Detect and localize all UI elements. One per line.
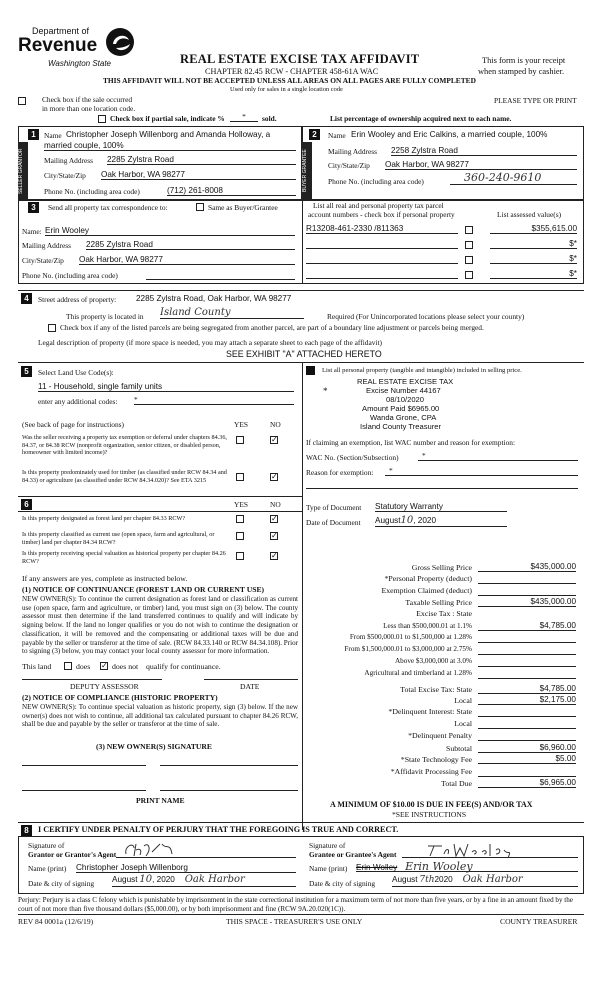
s1-city-label: City/State/Zip bbox=[44, 171, 86, 180]
seller-name-value-2[interactable]: married couple, 100% bbox=[44, 141, 296, 151]
document-date-month: August bbox=[375, 516, 401, 525]
s5-q2-yes-checkbox[interactable] bbox=[236, 473, 244, 481]
new-owner-signature-line-2[interactable] bbox=[160, 765, 298, 766]
grantee-date-day: 7th bbox=[419, 875, 435, 885]
document-type-label: Type of Document bbox=[306, 503, 362, 512]
parcel-1-personal-checkbox[interactable] bbox=[465, 226, 473, 234]
minimum-due-note: A MINIMUM OF $10.00 IS DUE IN FEE(S) AND/OR TAX bbox=[330, 800, 533, 809]
affidavit-fee-value[interactable] bbox=[478, 776, 576, 777]
print-name-line-1[interactable] bbox=[22, 790, 146, 791]
s6-q3-yes-checkbox[interactable] bbox=[236, 552, 244, 560]
grantee-city: Oak Harbor bbox=[462, 874, 523, 885]
grantor-name-label: Name (print) bbox=[28, 864, 67, 873]
excise-state-label: Excise Tax : State bbox=[416, 609, 472, 618]
located-in-value[interactable]: Island County bbox=[160, 307, 304, 319]
tier1-label: Less than $500,000.01 at 1.1% bbox=[383, 622, 472, 630]
s6-no-header: NO bbox=[270, 500, 281, 509]
s5-q1-text: Was the seller receiving a property tax exemption or deferral under chapters 84.36, 84.37, or 84.38 RCW (nonprofit organization, senior citizen, or disabled person, homeowner with limited income)? bbox=[22, 434, 227, 457]
stamp-line-4: Amount Paid $6965.00 bbox=[362, 404, 440, 413]
s5-q2-text: Is this property predominately used for timber (as classified under RCW 84.34 and 84.33) or agriculture (as classified under RCW 84.34.020)? See ETA 3215 bbox=[22, 469, 227, 484]
segregated-label: Check box if any of the listed parcels are being segregated from another parcel, are part of a boundary line adjustment or parcels being merged. bbox=[60, 323, 484, 332]
form-warning: THIS AFFIDAVIT WILL NOT BE ACCEPTED UNLESS ALL AREAS ON ALL PAGES ARE FULLY COMPLETED bbox=[103, 76, 476, 85]
located-in-label: This property is located in bbox=[66, 312, 144, 321]
same-as-buyer-label: Same as Buyer/Grantee bbox=[208, 203, 278, 212]
gross-price-label: Gross Selling Price bbox=[411, 563, 472, 572]
correspondence-city-value[interactable]: Oak Harbor, WA 98277 bbox=[79, 255, 295, 265]
reason-label: Reason for exemption: bbox=[306, 468, 374, 477]
s1-addr-label: Mailing Address bbox=[44, 156, 94, 165]
section3-number: 3 bbox=[28, 202, 39, 213]
see-instructions-note: *SEE INSTRUCTIONS bbox=[392, 810, 467, 819]
subtotal-label: Subtotal bbox=[446, 744, 472, 753]
total-due-label: Total Due bbox=[441, 779, 472, 788]
section4-number: 4 bbox=[21, 293, 32, 304]
grantor-signature-scribble bbox=[122, 840, 212, 858]
s3-addr-label: Mailing Address bbox=[22, 241, 72, 250]
s5-no-header: NO bbox=[270, 420, 281, 429]
grantor-sig-label-1: Signature of bbox=[28, 841, 65, 850]
form-number: REV 84 0001a (12/6/19) bbox=[18, 917, 94, 926]
receipt-note-1: This form is your receipt bbox=[482, 56, 566, 65]
stamp-line-3: 08/10/2020 bbox=[386, 395, 425, 404]
multi-location-checkbox[interactable] bbox=[18, 97, 26, 105]
parcel-3-value[interactable] bbox=[306, 263, 458, 264]
tier4-value[interactable] bbox=[478, 666, 576, 667]
additional-codes-label: enter any additional codes: bbox=[38, 397, 118, 406]
assessed-3-value[interactable]: $* bbox=[490, 254, 577, 264]
section8-number: 8 bbox=[21, 825, 32, 836]
please-type: PLEASE TYPE OR PRINT bbox=[494, 96, 577, 105]
stamp-line-6: Island County Treasurer bbox=[360, 422, 442, 431]
legal-description-value[interactable]: SEE EXHIBIT "A" ATTACHED HERETO bbox=[226, 349, 382, 359]
land-does-not-label: does not bbox=[112, 662, 139, 671]
land-use-code-value[interactable]: 11 - Household, single family units bbox=[38, 382, 294, 392]
grantee-name-field[interactable] bbox=[356, 860, 578, 872]
additional-codes-value[interactable]: * bbox=[134, 395, 294, 405]
grantor-name-value[interactable]: Christopher Joseph Willenborg bbox=[76, 863, 296, 873]
s5-yes-header: YES bbox=[234, 420, 248, 429]
section5-top-rule bbox=[18, 362, 584, 363]
s5-q1-yes-checkbox[interactable] bbox=[236, 436, 244, 444]
tier5-label: Agricultural and timberland at 1.28% bbox=[364, 669, 472, 677]
document-type-value[interactable]: Statutory Warranty bbox=[375, 502, 507, 512]
delinquent-interest-state-label: *Delinquent Interest: State bbox=[388, 707, 472, 716]
assessed-4-value[interactable]: $* bbox=[490, 269, 577, 279]
assessor-date-caption: DATE bbox=[240, 682, 260, 691]
s1-phone-label: Phone No. (including area code) bbox=[44, 187, 140, 196]
delinquent-interest-local-value[interactable] bbox=[478, 728, 576, 729]
if-any-yes-note: If any answers are yes, complete as instructed below. bbox=[22, 574, 188, 583]
tier2-label: From $500,000.01 to $1,500,000 at 1.28% bbox=[349, 633, 472, 641]
multi-location-label-1: Check box if the sale occurred bbox=[42, 95, 133, 104]
section8-top-rule bbox=[18, 822, 584, 823]
section1-number: 1 bbox=[28, 129, 39, 140]
receipt-note-2: when stamped by cashier. bbox=[478, 67, 565, 76]
this-land-label: This land bbox=[22, 662, 52, 671]
s2-phone-label: Phone No. (including area code) bbox=[328, 177, 424, 186]
assessor-date-line[interactable] bbox=[204, 679, 298, 680]
tier1-value[interactable]: $4,785.00 bbox=[478, 621, 576, 631]
claim-exemption-label: If claiming an exemption, list WAC number and reason for exemption: bbox=[306, 438, 516, 447]
delinquent-interest-state-value[interactable] bbox=[478, 716, 576, 717]
section3-divider bbox=[302, 200, 303, 284]
street-address-value[interactable]: 2285 Zylstra Road, Oak Harbor, WA 98277 bbox=[136, 294, 292, 303]
parcel-1-value[interactable]: R13208-461-2330 /811363 bbox=[306, 224, 458, 234]
tech-fee-label: *State Technology Fee bbox=[400, 755, 472, 764]
correspondence-address-value[interactable]: 2285 Zylstra Road bbox=[86, 240, 295, 250]
s6-q1-text: Is this property designated as forest land per chapter 84.33 RCW? bbox=[22, 515, 186, 522]
grantee-date-month: August bbox=[392, 875, 418, 884]
qualify-continuance-label: qualify for continuance. bbox=[146, 662, 221, 671]
document-date-year: , 2020 bbox=[413, 516, 436, 525]
print-name-line-2[interactable] bbox=[160, 790, 298, 791]
local-label: Local bbox=[454, 696, 472, 705]
assessed-2-value[interactable]: $* bbox=[490, 239, 577, 249]
s2-addr-label: Mailing Address bbox=[328, 147, 378, 156]
grantor-date-year: , 2020 bbox=[152, 875, 175, 884]
land-does-checkbox[interactable] bbox=[64, 662, 72, 670]
exemption-deduct-value[interactable] bbox=[478, 595, 576, 596]
assessed-1-value[interactable]: $355,615.00 bbox=[490, 224, 577, 234]
exemption-deduct-label: Exemption Claimed (deduct) bbox=[381, 586, 472, 595]
s2-name-label: Name bbox=[328, 131, 346, 140]
taxable-price-label: Taxable Selling Price bbox=[405, 598, 472, 607]
required-county-note: Required (For Unincorporated locations please select your county) bbox=[327, 312, 525, 321]
section6-number: 6 bbox=[21, 499, 32, 510]
parcel-2-value[interactable] bbox=[306, 248, 458, 249]
tier5-value[interactable] bbox=[478, 678, 576, 679]
wac-value[interactable]: * bbox=[418, 451, 578, 461]
ownership-note: List percentage of ownership acquired next to each name. bbox=[330, 114, 512, 123]
parcels-header-1: List all real and personal property tax parcel bbox=[313, 201, 444, 210]
perjury-notice: Perjury: Perjury is a class C felony which is punishable by imprisonment in the state correctional institution for a maximum term of not more than five years, or by a fine in an amount fixed by the court of not more than five thousand dollars ($5,000.00), or by both imprisonment and fine (RCW 9A.20.020(1C)). bbox=[18, 896, 573, 913]
notice-compliance-title: (2) NOTICE OF COMPLIANCE (HISTORIC PROPERTY) bbox=[22, 693, 218, 702]
partial-sale-checkbox[interactable] bbox=[98, 115, 106, 123]
new-owner-signature-line-1[interactable] bbox=[22, 765, 146, 766]
logo-dept-line1: Department of bbox=[32, 26, 90, 36]
s5-q1-no-checkbox[interactable]: ✓ bbox=[271, 435, 278, 444]
seller-phone-value[interactable]: (712) 261-8008 bbox=[167, 186, 296, 196]
logo-dept-line2: Revenue bbox=[18, 35, 98, 56]
buyer-name-value[interactable]: Erin Wooley and Eric Calkins, a married couple, 100% bbox=[351, 130, 548, 139]
seller-address-value[interactable]: 2285 Zylstra Road bbox=[107, 155, 296, 165]
land-does-label: does bbox=[76, 662, 91, 671]
grantee-signature[interactable] bbox=[402, 840, 578, 858]
s2-city-label: City/State/Zip bbox=[328, 161, 370, 170]
personal-property-deduct-value[interactable] bbox=[478, 583, 576, 584]
stamp-line-1: REAL ESTATE EXCISE TAX bbox=[357, 377, 454, 386]
certify-statement: I CERTIFY UNDER PENALTY OF PERJURY THAT THE FOREGOING IS TRUE AND CORRECT. bbox=[38, 825, 399, 834]
grantor-date-field[interactable] bbox=[112, 874, 296, 887]
street-address-label: Street address of property: bbox=[38, 295, 117, 304]
delinquent-penalty-label: *Delinquent Penalty bbox=[408, 731, 472, 740]
form-chapter: CHAPTER 82.45 RCW - CHAPTER 458-61A WAC bbox=[205, 67, 379, 76]
s6-q1-yes-checkbox[interactable] bbox=[236, 515, 244, 523]
wa-swirl-icon bbox=[104, 26, 136, 58]
s6-q3-no-checkbox[interactable]: ✓ bbox=[271, 551, 278, 560]
dor-logo bbox=[18, 26, 136, 72]
grantor-date-day: 10 bbox=[139, 874, 153, 885]
reason-line-2[interactable] bbox=[306, 488, 578, 489]
s3-phone-label: Phone No. (including area code) bbox=[22, 271, 118, 280]
partial-sale-sold: sold. bbox=[262, 114, 277, 123]
tier3-label: From $1,500,000.01 to $3,000,000 at 2.75% bbox=[344, 645, 472, 653]
partial-sale-percent[interactable]: * bbox=[230, 112, 258, 122]
s6-q2-yes-checkbox[interactable] bbox=[236, 532, 244, 540]
parcel-3-personal-checkbox[interactable] bbox=[465, 256, 473, 264]
s3-city-label: City/State/Zip bbox=[22, 256, 64, 265]
print-name-caption: PRINT NAME bbox=[136, 796, 185, 805]
grantee-name-label: Name (print) bbox=[309, 864, 348, 873]
notice-continuance-title: (1) NOTICE OF CONTINUANCE (FOREST LAND OR CURRENT USE) bbox=[22, 585, 265, 594]
s5-q2-no-checkbox[interactable]: ✓ bbox=[271, 472, 278, 481]
buyer-grantee-bar: BUYER GRANTEE bbox=[302, 142, 312, 200]
section5-number: 5 bbox=[21, 366, 32, 377]
notice-compliance-body: NEW OWNER(S): To continue special valuation as historic property, sign (3) below. If the new owner(s) does not wish to continue, all additional tax calculated pursuant to chapter 84.26 RCW, shall be due and payable by the seller or transferor at the time of sale. bbox=[22, 703, 298, 729]
grantee-signature-scribble bbox=[424, 840, 534, 858]
reason-value[interactable]: * bbox=[385, 466, 578, 476]
grantor-sig-label-2: Grantor or Grantor's Agent bbox=[28, 850, 117, 859]
form-title: REAL ESTATE EXCISE TAX AFFIDAVIT bbox=[180, 52, 420, 66]
document-date-field[interactable] bbox=[375, 515, 507, 527]
buyer-phone-value[interactable]: 360-240-9610 bbox=[450, 171, 577, 185]
segregated-checkbox[interactable] bbox=[48, 324, 56, 332]
tier4-label: Above $3,000,000 at 3.0% bbox=[394, 657, 472, 665]
total-state-label: Total Excise Tax: State bbox=[400, 685, 472, 694]
same-as-buyer-checkbox[interactable] bbox=[196, 203, 204, 211]
parcels-header-2: account numbers - check box if personal property bbox=[308, 210, 455, 219]
assessed-header: List assessed value(s) bbox=[497, 210, 562, 219]
section6-header-rule bbox=[18, 511, 302, 512]
grantee-sig-label-2: Grantee or Grantee's Agent bbox=[309, 850, 397, 859]
grantee-date-year: 2020 bbox=[434, 875, 453, 884]
local-value[interactable]: $2,175.00 bbox=[478, 695, 576, 705]
logo-dept-line3: Washington State bbox=[48, 59, 112, 68]
land-does-not-checkbox[interactable]: ✓ bbox=[101, 661, 108, 670]
delinquent-penalty-value[interactable] bbox=[478, 740, 576, 741]
buyer-city-value[interactable]: Oak Harbor, WA 98277 bbox=[385, 160, 577, 170]
personal-property-label: List all personal property (tangible and intangible) included in selling price. bbox=[322, 367, 522, 374]
notice-continuance-body: NEW OWNER(S): To continue the current designation as forest land or classification as current use (open space, farm and agriculture, or timber) land, you must sign on (3) below. The county assessor must then determine if the land transferred continues to qualify and will indicate by signing below. If the land no longer qualifies or you do not wish to continue the designation or classification, it will be removed and the compensating or additional taxes will be due and payable by the seller or transferor at the time of sale. (RCW 84.33.140 or RCW 84.34.108). Prior to signing (3) below, you may contact your local county assessor for more information. bbox=[22, 595, 298, 656]
s6-q3-text: Is this property receiving special valuation as historical property per chapter 84.26 RCW? bbox=[22, 550, 226, 565]
s1-name-label: Name bbox=[44, 131, 62, 140]
seller-grantor-bar: SELLER GRANTOR bbox=[18, 142, 28, 200]
section6-top-rule bbox=[18, 496, 302, 497]
parcel-4-value[interactable] bbox=[306, 278, 458, 279]
grantee-name-handwritten: Erin Wooley bbox=[405, 860, 473, 873]
buyer-address-value[interactable]: 2258 Zylstra Road bbox=[391, 146, 577, 156]
parcel-4-personal-checkbox[interactable] bbox=[465, 271, 473, 279]
grantee-name-struck: Erin Wolley bbox=[356, 863, 398, 872]
grantor-city: Oak Harbor bbox=[184, 874, 245, 885]
s6-q2-text: Is this property classified as current use (open space, farm and agricultural, or timber) land per chapter 84.34 RCW? bbox=[22, 531, 215, 546]
new-owner-signature-caption: (3) NEW OWNER(S) SIGNATURE bbox=[96, 742, 212, 751]
document-date-day: 10 bbox=[400, 515, 414, 526]
stamp-star: * bbox=[323, 386, 328, 396]
partial-sale-label: Check box if partial sale, indicate % bbox=[110, 114, 225, 123]
subtotal-value[interactable]: $6,960.00 bbox=[478, 743, 576, 753]
section7-marker bbox=[306, 366, 315, 375]
land-use-label: Select Land Use Code(s): bbox=[38, 368, 114, 377]
multi-location-label-2: in more than one location code. bbox=[42, 104, 136, 113]
deputy-assessor-line[interactable] bbox=[22, 679, 162, 680]
correspondence-phone-value[interactable] bbox=[146, 279, 295, 280]
tech-fee-value[interactable]: $5.00 bbox=[478, 754, 576, 764]
deputy-assessor-caption: DEPUTY ASSESSOR bbox=[70, 682, 139, 691]
correspondence-name-value[interactable]: Erin Wooley bbox=[45, 226, 295, 236]
send-correspondence-label: Send all property tax correspondence to: bbox=[48, 203, 168, 212]
gross-price-value[interactable]: $435,000.00 bbox=[478, 562, 576, 572]
see-back-note: (See back of page for instructions) bbox=[22, 420, 124, 429]
treasurer-use-only: THIS SPACE - TREASURER'S USE ONLY bbox=[226, 917, 363, 926]
stamp-line-5: Wanda Grone, CPA bbox=[370, 413, 437, 422]
s6-q1-no-checkbox[interactable]: ✓ bbox=[271, 514, 278, 523]
seller-city-value[interactable]: Oak Harbor, WA 98277 bbox=[101, 170, 296, 180]
s6-q2-no-checkbox[interactable]: ✓ bbox=[271, 531, 278, 540]
tier3-value[interactable] bbox=[478, 654, 576, 655]
personal-property-deduct-label: *Personal Property (deduct) bbox=[384, 574, 472, 583]
tier2-value[interactable] bbox=[478, 642, 576, 643]
grantee-date-field[interactable] bbox=[392, 874, 578, 887]
affidavit-fee-label: *Affidavit Processing Fee bbox=[390, 767, 472, 776]
delinquent-interest-local-label: Local bbox=[454, 719, 472, 728]
s3-name-label: Name: bbox=[22, 227, 42, 236]
form-used-only: Used only for sales in a single location code bbox=[230, 86, 343, 93]
stamp-line-2: Excise Number 44167 bbox=[366, 386, 441, 395]
wac-label: WAC No. (Section/Subsection) bbox=[306, 453, 399, 462]
total-state-value[interactable]: $4,785.00 bbox=[478, 684, 576, 694]
legal-description-label: Legal description of property (if more space is needed, you may attach a separate sheet to each page of the affidavit) bbox=[38, 338, 382, 347]
grantor-date-month: August bbox=[112, 875, 138, 884]
total-due-value[interactable]: $6,965.00 bbox=[478, 778, 576, 788]
document-date-label: Date of Document bbox=[306, 518, 361, 527]
grantee-date-label: Date & city of signing bbox=[309, 879, 376, 888]
section2-number: 2 bbox=[309, 129, 320, 140]
grantee-sig-label-1: Signature of bbox=[309, 841, 346, 850]
middle-divider bbox=[302, 362, 303, 830]
county-treasurer: COUNTY TREASURER bbox=[500, 917, 578, 926]
grantor-date-label: Date & city of signing bbox=[28, 879, 95, 888]
s6-yes-header: YES bbox=[234, 500, 248, 509]
seller-name-value-1[interactable]: Christopher Joseph Willenborg and Amanda Holloway, a bbox=[66, 130, 271, 139]
taxable-price-value[interactable]: $435,000.00 bbox=[478, 597, 576, 607]
grantor-signature[interactable] bbox=[116, 840, 296, 858]
footer-rule bbox=[18, 914, 584, 915]
parcel-2-personal-checkbox[interactable] bbox=[465, 241, 473, 249]
